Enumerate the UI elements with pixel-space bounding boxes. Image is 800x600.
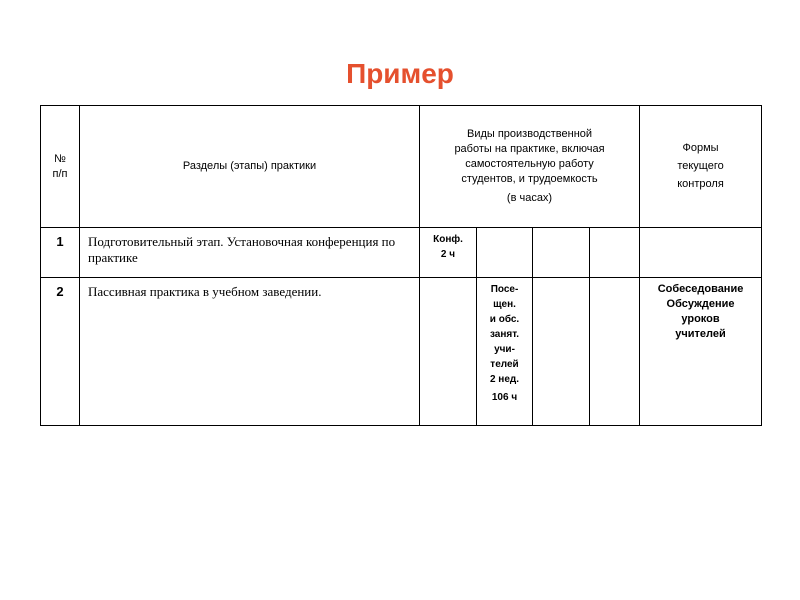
row-work-cell: Конф. 2 ч [420,228,477,278]
row-section: Пассивная практика в учебном заведении. [80,278,420,426]
table-header-row [41,106,762,228]
row-work-cell [533,228,590,278]
row-work-cell [420,278,477,426]
row-control-cell [640,228,762,278]
header-num: № п/п [41,106,80,228]
row-work-cell: Посе- щен. и обс. занят. учи- телей 2 нед. 106 ч [477,278,533,426]
header-control-forms: Формы текущего контроля [640,106,762,228]
row-number: 1 [41,228,80,278]
practice-table [40,105,762,426]
row-section: Подготовительный этап. Установочная конференция по практике [80,228,420,278]
row-number: 2 [41,278,80,426]
row-work-cell [533,278,590,426]
page-title: Пример [346,58,454,89]
row-work-cell [477,228,533,278]
table-row [41,278,762,426]
row-work-cell [590,228,640,278]
row-control-cell: Собеседование Обсуждение уроков учителей [640,278,762,426]
row-work-cell [590,278,640,426]
table-row [41,228,762,278]
header-work-types: Виды производственной работы на практике, включая самостоятельную работу студентов, и трудоемкость (в часах) [420,106,640,228]
header-sections: Разделы (этапы) практики [80,106,420,228]
